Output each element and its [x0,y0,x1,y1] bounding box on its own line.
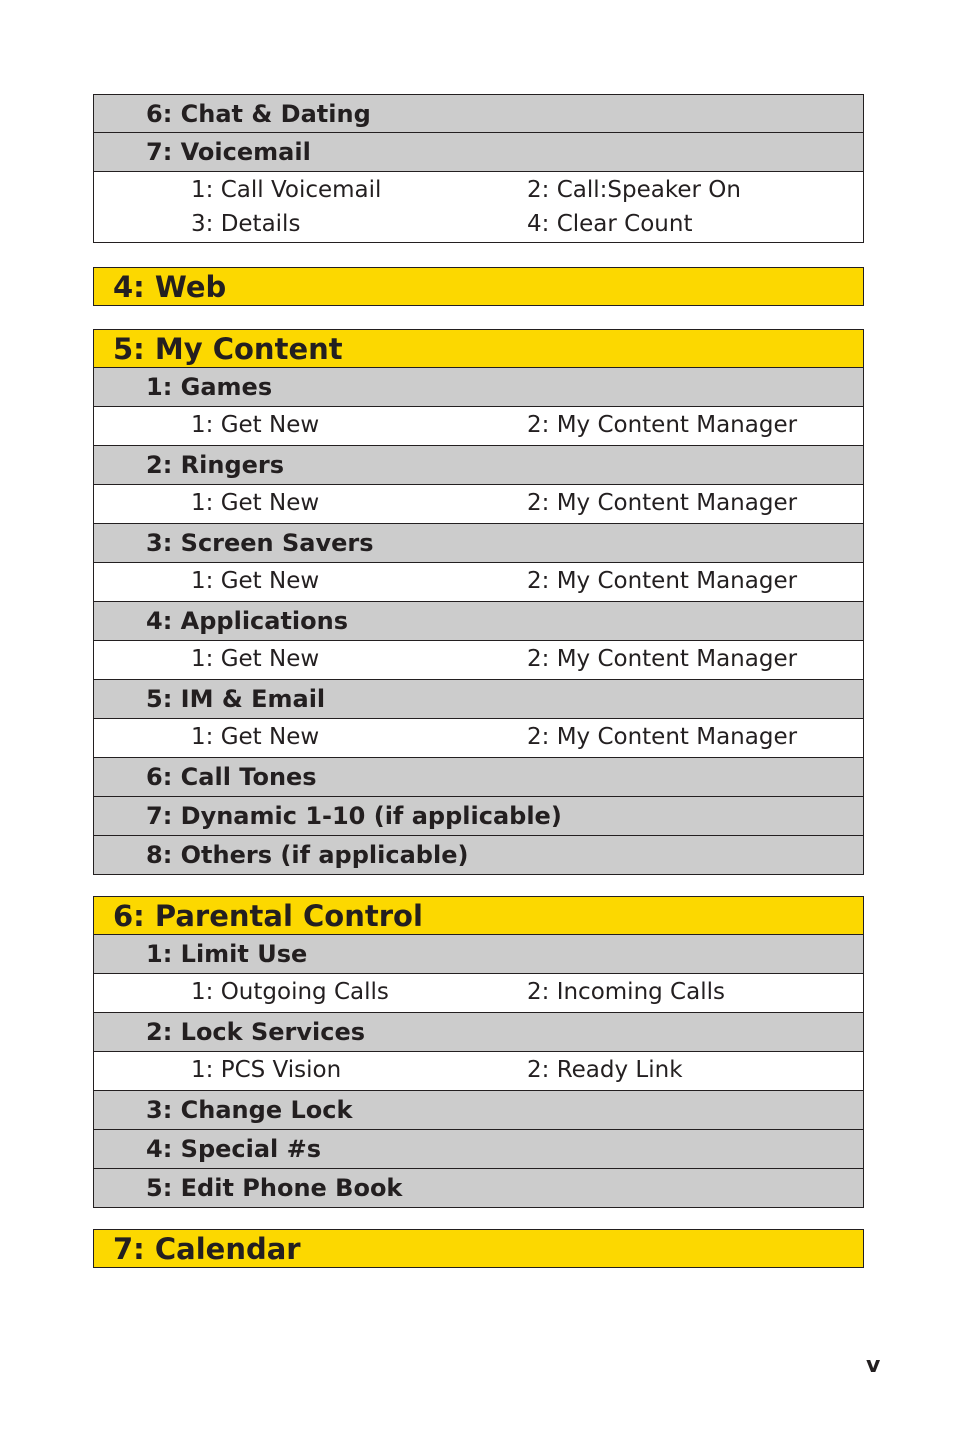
menu-block-parental-control [93,896,864,1208]
menu-block-calendar [93,1229,864,1268]
menu-row-games [93,368,864,407]
menu-item-my-content-manager: 2: My Content Manager [527,646,798,672]
menu-item-get-new: 1: Get New [191,568,320,594]
section-header-my-content [93,329,864,368]
section-header-parental-control [93,896,864,935]
menu-label-call-tones: 6: Call Tones [146,763,317,791]
menu-label-voicemail: 7: Voicemail [146,138,311,166]
menu-label-change-lock: 3: Change Lock [146,1096,353,1124]
menu-block-web [93,267,864,306]
menu-items-screen-savers [93,563,864,602]
menu-items-voicemail [93,172,864,243]
section-title-my-content: 5: My Content [113,332,343,366]
section-header-calendar [93,1229,864,1268]
menu-items-applications [93,641,864,680]
menu-items-lock-services [93,1052,864,1091]
menu-item-my-content-manager: 2: My Content Manager [527,490,798,516]
section-header-web [93,267,864,306]
menu-row-lock-services [93,1013,864,1052]
menu-row-im-email [93,680,864,719]
menu-item-outgoing-calls: 1: Outgoing Calls [191,979,389,1005]
menu-label-screen-savers: 3: Screen Savers [146,529,374,557]
menu-label-lock-services: 2: Lock Services [146,1018,366,1046]
menu-row-applications [93,602,864,641]
menu-item-pcs-vision: 1: PCS Vision [191,1057,342,1083]
menu-item-get-new: 1: Get New [191,490,320,516]
menu-label-special: 4: Special #s [146,1135,322,1163]
menu-label-limit-use: 1: Limit Use [146,940,308,968]
menu-item-call-voicemail: 1: Call Voicemail [191,177,382,203]
menu-item-get-new: 1: Get New [191,724,320,750]
menu-label-ringers: 2: Ringers [146,451,285,479]
menu-label-im-email: 5: IM & Email [146,685,326,713]
menu-items-ringers [93,485,864,524]
menu-item-call-speaker-on: 2: Call:Speaker On [527,177,741,203]
section-title-parental-control: 6: Parental Control [113,899,423,933]
menu-row-voicemail [93,133,864,172]
menu-row-call-tones [93,758,864,797]
menu-label-games: 1: Games [146,373,273,401]
menu-item-my-content-manager: 2: My Content Manager [527,568,798,594]
menu-item-clear-count: 4: Clear Count [527,211,693,237]
menu-item-get-new: 1: Get New [191,646,320,672]
menu-row-change-lock [93,1091,864,1130]
menu-row-chat-dating [93,94,864,133]
section-title-calendar: 7: Calendar [113,1232,301,1266]
menu-row-ringers [93,446,864,485]
menu-row-special [93,1130,864,1169]
menu-label-others: 8: Others (if applicable) [146,841,469,869]
page-number: v [866,1353,881,1378]
menu-item-details: 3: Details [191,211,301,237]
menu-item-ready-link: 2: Ready Link [527,1057,683,1083]
menu-row-edit-phone-book [93,1169,864,1208]
menu-item-my-content-manager: 2: My Content Manager [527,724,798,750]
menu-row-others [93,836,864,875]
menu-items-im-email [93,719,864,758]
menu-items-games [93,407,864,446]
menu-row-screen-savers [93,524,864,563]
section-title-web: 4: Web [113,270,227,304]
menu-items-limit-use [93,974,864,1013]
menu-block-my-content [93,329,864,875]
menu-label-applications: 4: Applications [146,607,349,635]
menu-label-edit-phone-book: 5: Edit Phone Book [146,1174,403,1202]
menu-item-incoming-calls: 2: Incoming Calls [527,979,725,1005]
menu-row-dynamic [93,797,864,836]
menu-label-dynamic: 7: Dynamic 1-10 (if applicable) [146,802,562,830]
menu-label-chat-dating: 6: Chat & Dating [146,100,371,128]
menu-row-limit-use [93,935,864,974]
menu-block-messaging [93,94,864,243]
menu-item-my-content-manager: 2: My Content Manager [527,412,798,438]
menu-item-get-new: 1: Get New [191,412,320,438]
